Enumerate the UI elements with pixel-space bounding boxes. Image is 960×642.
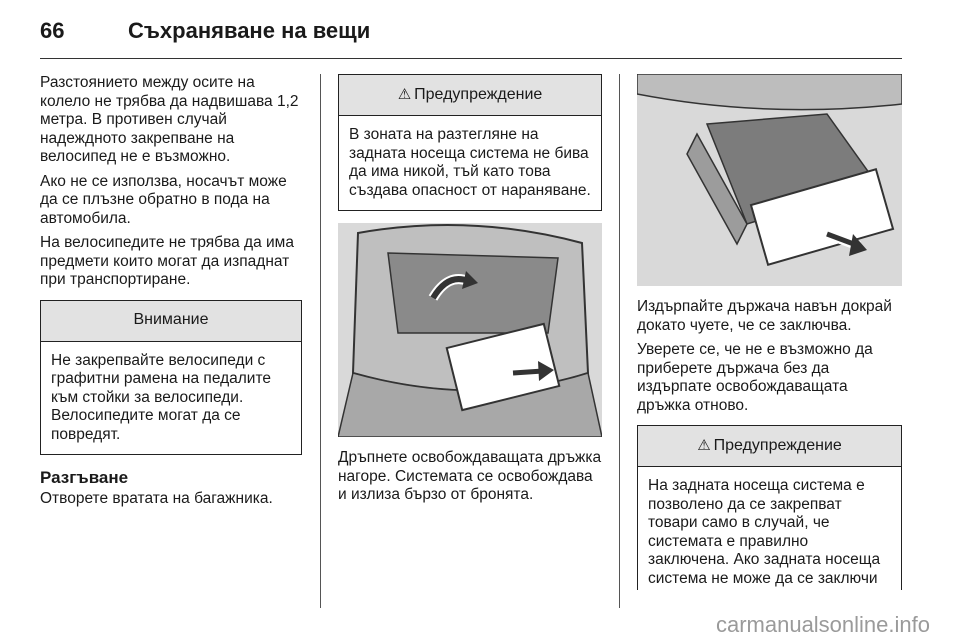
warning-triangle-icon: ⚠ — [397, 85, 412, 103]
section-heading: Разгъване — [40, 468, 129, 487]
illustration-carrier-extended — [637, 74, 902, 286]
watermark: carmanualsonline.info — [715, 612, 930, 637]
paragraph: Издърпайте държача навън докрай докато чуете, че се заключва. — [637, 298, 892, 334]
warning-box — [637, 425, 902, 590]
paragraph: Отворете вратата на багажника. — [40, 489, 273, 507]
warning-triangle-icon: ⚠ — [697, 436, 711, 454]
car-rear-illustration — [338, 223, 602, 437]
page-number: 66 — [40, 18, 65, 43]
paragraph: Уверете се, че не е възможно да приберете държача без да издърпате освобождаващата дръжка отново. — [637, 341, 873, 414]
warning-box-header — [638, 426, 901, 467]
carrier-illustration — [637, 74, 902, 286]
page-header — [40, 14, 902, 48]
paragraph: Ако не се използва, носачът може да се плъзне обратно в пода на автомобила. — [40, 172, 287, 227]
column-divider — [320, 74, 321, 608]
warning-box-title: Предупреждение — [713, 436, 842, 454]
column-left — [40, 74, 302, 514]
column-right — [637, 74, 902, 590]
warning-box-title: Предупреждение — [414, 85, 543, 103]
warning-box-text: В зоната на разтегляне на задната носеща система не бива да има никой, тъй като това създава опасност от нараняване. — [349, 126, 591, 199]
caution-box — [40, 300, 302, 456]
paragraph: На велосипедите не трябва да има предмети които могат да изпаднат при транспортиране. — [40, 234, 294, 288]
header-rule — [40, 58, 902, 59]
column-divider — [619, 74, 620, 608]
image-caption: Дръпнете освобождаващата дръжка нагоре. Системата се освобождава и излиза бързо от бронята. — [338, 449, 602, 503]
page-title: Съхраняване на вещи — [128, 18, 371, 43]
caution-box-text: Не закрепвайте велосипеди с графитни рамена на педалите към стойки за велосипеди. Велосипедите могат да се повредят. — [51, 351, 272, 443]
paragraph: Разстоянието между осите на колело не трябва да надвишава 1,2 метра. В противен случай надеждното закрепване на велосипед не е възможно. — [40, 74, 299, 165]
warning-box — [338, 74, 602, 211]
illustration-release-handle — [338, 223, 602, 437]
warning-box-header — [339, 75, 601, 116]
caution-box-title: Внимание — [41, 301, 301, 342]
column-middle — [338, 74, 602, 511]
warning-box-text: На задната носеща система е позволено да се закрепват товари само в случай, че системата е правилно заключена. Ако задната носеща система не може да се заключи — [648, 477, 881, 587]
